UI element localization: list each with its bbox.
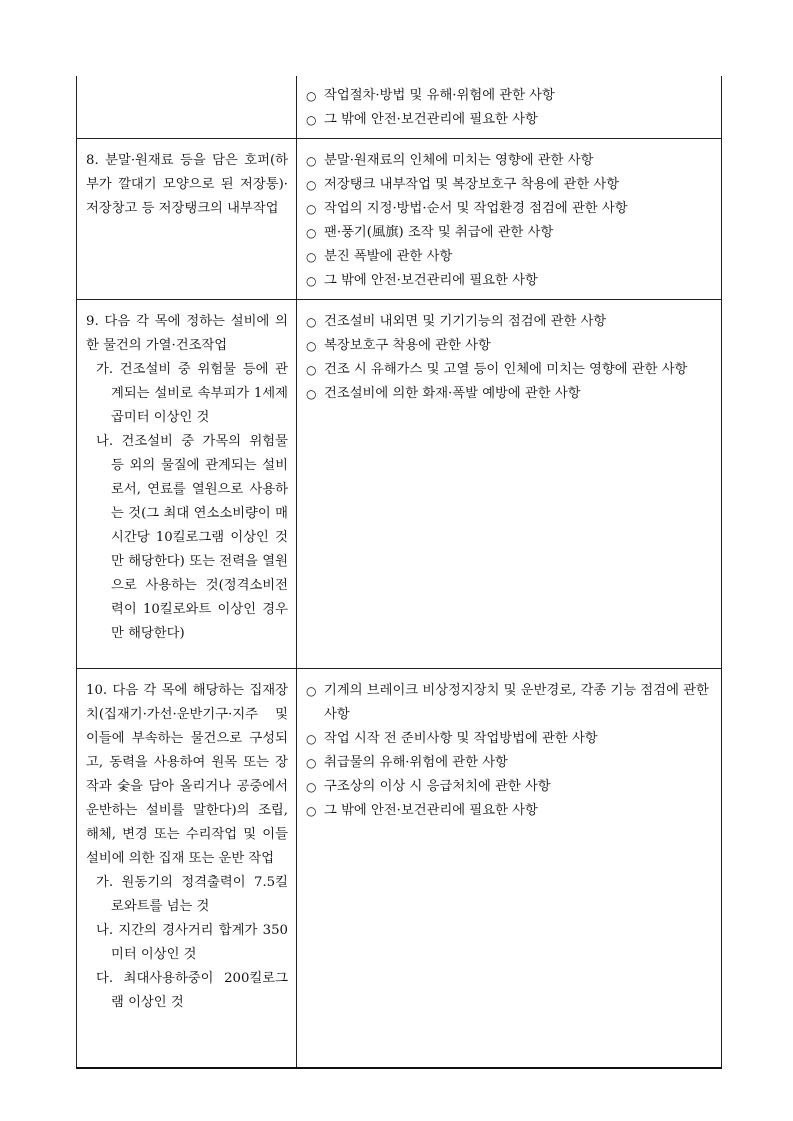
- topic-item: ○ 구조상의 이상 시 응급처치에 관한 사항: [306, 775, 713, 799]
- circle-bullet-icon: ○: [306, 226, 317, 240]
- topic-list: [306, 679, 713, 823]
- topic-item: ○ 건조설비에 의한 화재·폭발 예방에 관한 사항: [306, 382, 713, 406]
- task-title: 9. 다음 각 목에 정하는 설비에 의한 물건의 가열·건조작업: [86, 314, 288, 353]
- circle-bullet-icon: ○: [306, 780, 317, 794]
- circle-bullet-icon: ○: [306, 363, 317, 377]
- circle-bullet-icon: ○: [306, 89, 317, 103]
- task-cell: [77, 669, 297, 1069]
- circle-bullet-icon: ○: [306, 756, 317, 770]
- topics-cell: [297, 669, 722, 1069]
- circle-bullet-icon: ○: [306, 684, 317, 698]
- topic-list: [306, 310, 713, 406]
- topic-item: ○ 작업절차·방법 및 유해·위험에 관한 사항: [306, 84, 713, 108]
- task-cell: [77, 76, 297, 139]
- circle-bullet-icon: ○: [306, 339, 317, 353]
- circle-bullet-icon: ○: [306, 387, 317, 401]
- topic-item: ○ 팬·풍기(風旗) 조작 및 취급에 관한 사항: [306, 221, 713, 245]
- topic-item: ○ 작업의 지정·방법·순서 및 작업환경 점검에 관한 사항: [306, 197, 713, 221]
- sub-item-list: [86, 358, 288, 646]
- circle-bullet-icon: ○: [306, 202, 317, 216]
- circle-bullet-icon: ○: [306, 274, 317, 288]
- circle-bullet-icon: ○: [306, 113, 317, 127]
- topic-item: ○ 기계의 브레이크 비상정지장치 및 운반경로, 각종 기능 점검에 관한 사항: [306, 679, 713, 727]
- table-row: [77, 76, 722, 139]
- topic-item: ○ 작업 시작 전 준비사항 및 작업방법에 관한 사항: [306, 727, 713, 751]
- topic-item: ○ 그 밖에 안전·보건관리에 필요한 사항: [306, 108, 713, 132]
- topics-cell: [297, 139, 722, 300]
- sub-item: 나. 건조설비 중 가목의 위험물 등 외의 물질에 관계되는 설비로서, 연료를 열원으로 사용하는 것(그 최대 연소소비량이 매 시간당 10킬로그램 이상인 것만 해당한다) 또는 전력을 열원으로 사용하는 것(정격소비전력이 10킬로와트 이상인 경우만 해당한다): [96, 434, 288, 641]
- topics-cell: [297, 76, 722, 139]
- sub-item: 나. 지간의 경사거리 합계가 350미터 이상인 것: [96, 923, 288, 962]
- table-row: [77, 300, 722, 669]
- topics-cell: [297, 300, 722, 669]
- circle-bullet-icon: ○: [306, 250, 317, 264]
- topic-item: ○ 그 밖에 안전·보건관리에 필요한 사항: [306, 269, 713, 293]
- circle-bullet-icon: ○: [306, 804, 317, 818]
- topic-list: [306, 84, 713, 132]
- topic-item: ○ 저장탱크 내부작업 및 복장보호구 착용에 관한 사항: [306, 173, 713, 197]
- sub-item: 가. 건조설비 중 위험물 등에 관계되는 설비로 속부피가 1세제곱미터 이상인 것: [96, 362, 288, 425]
- sub-item: 다. 최대사용하중이 200킬로그램 이상인 것: [96, 971, 288, 1010]
- circle-bullet-icon: ○: [306, 315, 317, 329]
- topic-item: ○ 건조 시 유해가스 및 고열 등이 인체에 미치는 영향에 관한 사항: [306, 358, 713, 382]
- task-cell: [77, 300, 297, 669]
- circle-bullet-icon: ○: [306, 178, 317, 192]
- topic-item: ○ 분말·원재료의 인체에 미치는 영향에 관한 사항: [306, 149, 713, 173]
- topic-item: ○ 건조설비 내외면 및 기기기능의 점검에 관한 사항: [306, 310, 713, 334]
- task-cell: [77, 139, 297, 300]
- task-title: 10. 다음 각 목에 해당하는 집재장치(집재기·가선·운반기구·지주 및 이들에 부속하는 물건으로 구성되고, 동력을 사용하여 원목 또는 장작과 숯을 담아 올리거나 공중에서 운반하는 설비를 말한다)의 조립, 해체, 변경 또는 수리작업 및 이들 설비에 의한 집재 또는 운반 작업: [86, 683, 288, 866]
- safety-training-table: [76, 76, 722, 1069]
- topic-item: ○ 복장보호구 착용에 관한 사항: [306, 334, 713, 358]
- circle-bullet-icon: ○: [306, 154, 317, 168]
- sub-item-list: [86, 871, 288, 1015]
- topic-item: ○ 분진 폭발에 관한 사항: [306, 245, 713, 269]
- topic-item: ○ 그 밖에 안전·보건관리에 필요한 사항: [306, 799, 713, 823]
- table-row: [77, 139, 722, 300]
- task-title: 8. 분말·원재료 등을 담은 호퍼(하부가 깔대기 모양으로 된 저장통)·저장창고 등 저장탱크의 내부작업: [86, 153, 288, 216]
- sub-item: 가. 원동기의 정격출력이 7.5킬로와트를 넘는 것: [96, 875, 288, 914]
- table-row: [77, 669, 722, 1069]
- topic-list: [306, 149, 713, 293]
- circle-bullet-icon: ○: [306, 732, 317, 746]
- topic-item: ○ 취급물의 유해·위험에 관한 사항: [306, 751, 713, 775]
